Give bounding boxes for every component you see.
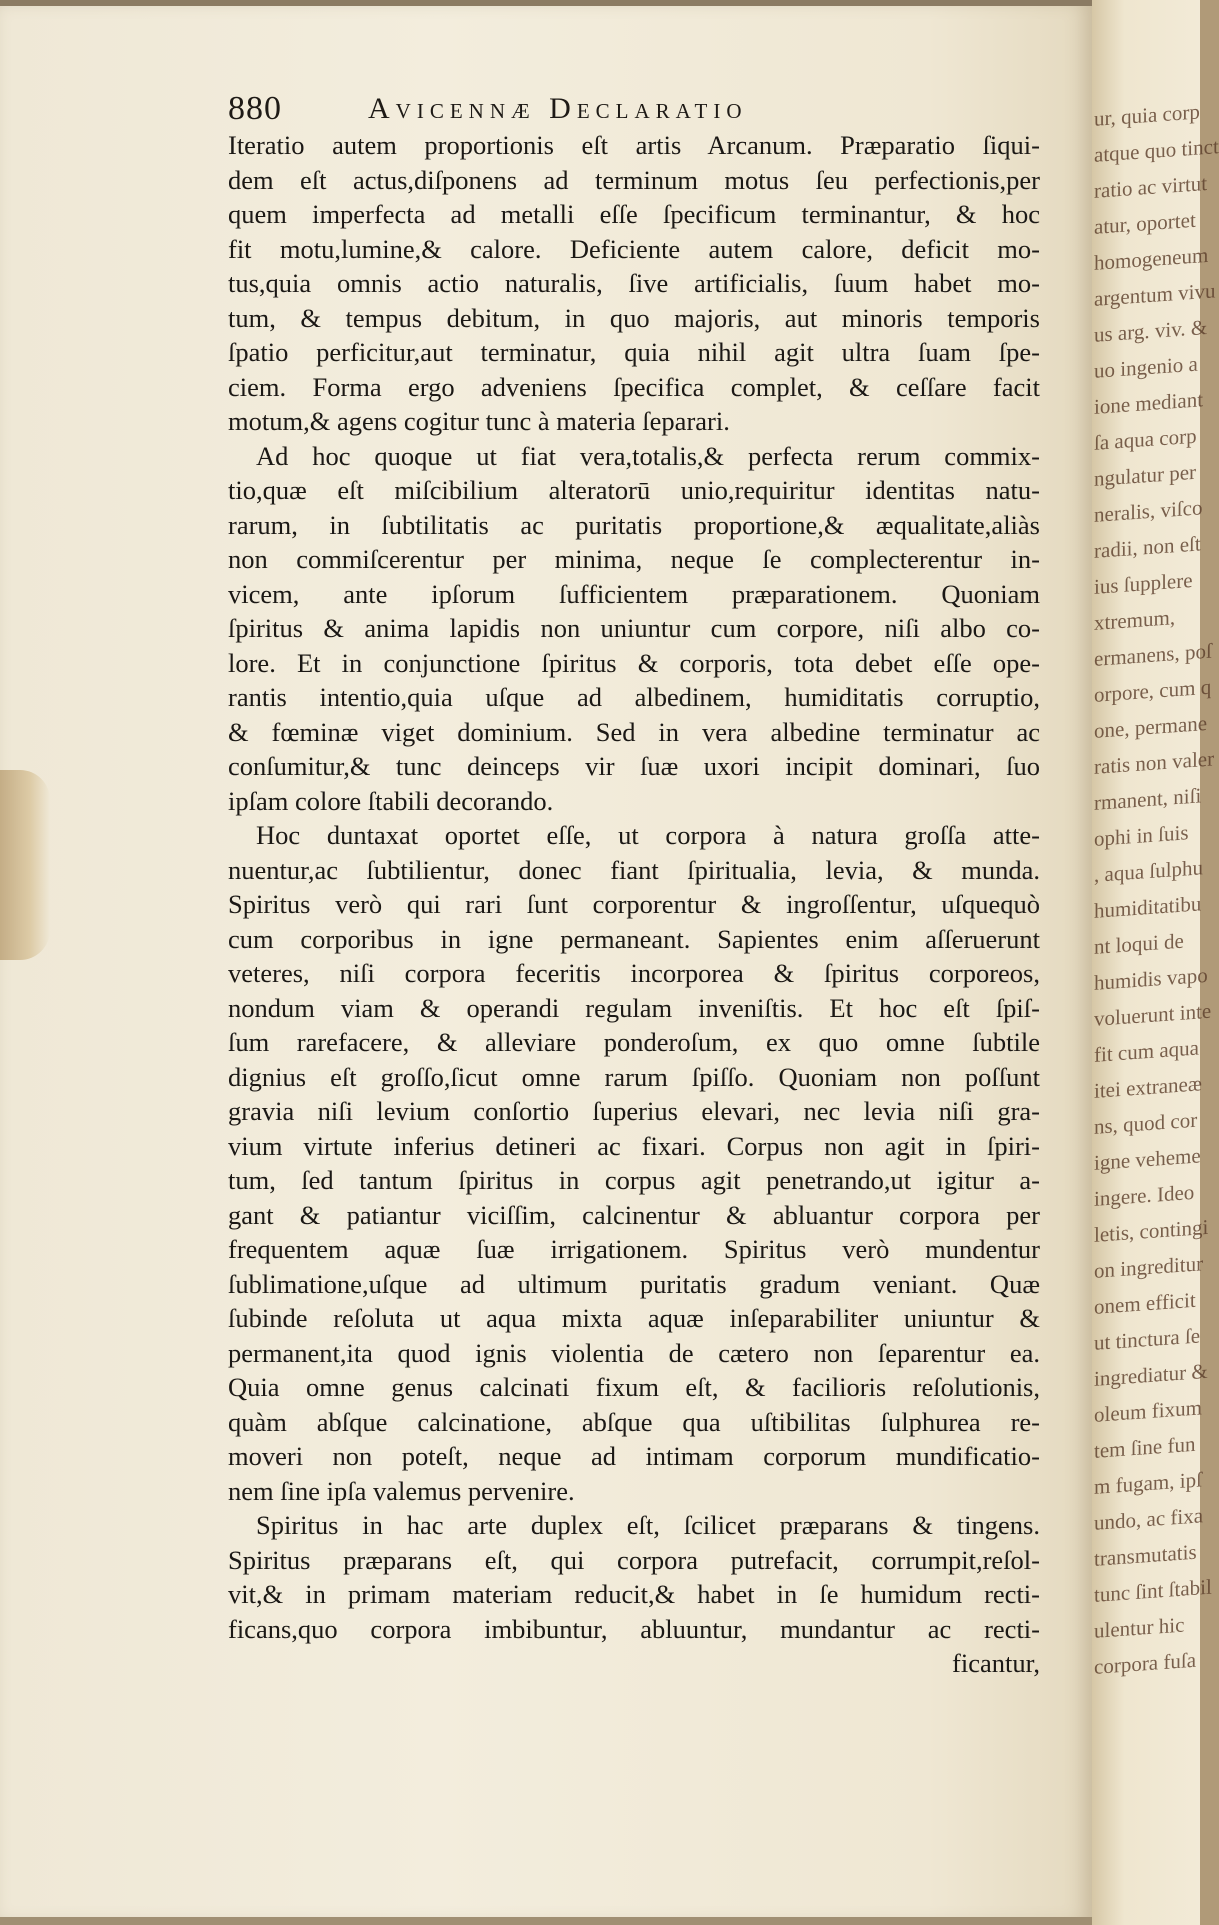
facing-text-fragment: xtremum, <box>1094 605 1176 635</box>
facing-text-fragment: homogeneum <box>1094 242 1209 275</box>
text-line: Ad hoc quoque ut fiat vera,totalis,& perfecta rerum commix- <box>256 440 1040 471</box>
text-line: ſpatio perficitur,aut terminatur, quia nihil agit ultra ſuam ſpe- <box>228 337 1040 367</box>
facing-text-fragment: uo ingenio a <box>1094 351 1198 383</box>
facing-text-fragment: ut tinctura ſe <box>1094 1323 1201 1355</box>
text-line: dem eſt actus,diſponens ad terminum motus ſeu perfectionis,per <box>228 164 1040 195</box>
text-line: ciem. Forma ergo adveniens ſpecifica complet, & ceſſare facit <box>228 371 1040 402</box>
text-line: rantis intentio,quia uſque ad albedinem, humiditatis corruptio, <box>228 682 1040 712</box>
text-line: fit motu,lumine,& calore. Deficiente autem calore, deficit mo- <box>228 233 1040 264</box>
text-line: dignius eſt groſſo,ſicut omne rarum ſpiſſo. Quoniam non poſſunt <box>228 1061 1040 1092</box>
binding-stain <box>0 770 50 960</box>
facing-text-fragment: atur, oportet <box>1094 207 1196 239</box>
facing-text-fragment: undo, ac fixa <box>1094 1503 1204 1535</box>
text-line: & fœminæ viget dominium. Sed in vera albedine terminatur ac <box>228 716 1040 747</box>
text-line: nondum viam & operandi regulam inveniſtis. Et hoc eſt ſpiſ- <box>228 992 1040 1023</box>
facing-text-fragment: nt loqui de <box>1094 928 1184 959</box>
facing-text-fragment: igne veheme <box>1094 1143 1201 1175</box>
text-line: veteres, niſi corpora feceritis incorporea & ſpiritus corporeos, <box>228 958 1040 988</box>
text-line: nuentur,ac ſubtilientur, donec fiant ſpiritualia, levia, & munda. <box>228 854 1040 885</box>
text-line: ipſam colore ſtabili decorando. <box>228 785 554 816</box>
facing-text-fragment: corpora fuſa <box>1094 1647 1197 1679</box>
facing-text-fragment: , aqua ſulphu <box>1094 855 1204 887</box>
text-line: cum corporibus in igne permaneant. Sapientes enim aſſeruerunt <box>228 923 1040 954</box>
text-line: rarum, in ſubtilitatis ac puritatis proportione,& æqualitate,aliàs <box>228 509 1040 540</box>
facing-text-fragment: tem ſine fun <box>1094 1431 1196 1463</box>
facing-text-fragment: ingrediatur & <box>1094 1358 1208 1391</box>
text-line: ſum rarefacere, & alleviare ponderoſum, ex quo omne ſubtile <box>228 1027 1040 1057</box>
facing-text-fragment: argentum vivu <box>1094 278 1216 311</box>
facing-text-fragment: humiditatibu <box>1094 891 1202 923</box>
facing-page-edge <box>1092 0 1219 1925</box>
facing-text-fragment: onem efficit <box>1094 1287 1196 1319</box>
text-line: ſublimatione,uſque ad ultimum puritatis gradum veniant. Quæ <box>228 1268 1040 1299</box>
facing-text-fragment: oleum fixum <box>1094 1395 1202 1427</box>
facing-text-fragment: ur, quia corp <box>1094 99 1200 131</box>
text-line: Hoc duntaxat oportet eſſe, ut corpora à natura groſſa atte- <box>256 820 1040 850</box>
facing-text-fragment: ophi in ſuis <box>1094 820 1189 851</box>
text-line: tum, ſed tantum ſpiritus in corpus agit penetrando,ut igitur a- <box>228 1165 1040 1195</box>
text-line: tio,quæ eſt miſcibilium alteratorū unio,requiritur identitas natu- <box>228 475 1040 505</box>
facing-text-fragment: rmanent, niſi <box>1094 783 1202 815</box>
facing-text-fragment: itei extraneæ <box>1094 1071 1202 1103</box>
facing-text-fragment: ione mediant <box>1094 387 1204 419</box>
text-line: lore. Et in conjunctione ſpiritus & corporis, tota debet eſſe ope- <box>228 647 1040 678</box>
facing-text-fragment: ermanens, poſ <box>1094 638 1212 671</box>
text-line: vit,& in primam materiam reducit,& habet in ſe humidum recti- <box>228 1579 1040 1609</box>
text-line: Spiritus verò qui rari ſunt corporentur & ingroſſentur, uſquequò <box>228 889 1040 919</box>
page-number: 880 <box>228 90 282 127</box>
text-line: Spiritus præparans eſt, qui corpora putrefacit, corrumpit,reſol- <box>228 1544 1040 1575</box>
facing-text-fragment: radii, non eſt <box>1094 531 1201 563</box>
facing-text-fragment: atque quo tinct <box>1094 134 1219 167</box>
text-line: Iteratio autem proportionis eſt artis Arcanum. Præparatio ſiqui- <box>228 130 1040 160</box>
facing-text-fragment: us arg. viv. & <box>1094 314 1208 347</box>
facing-text-fragment: ratis non valer <box>1094 746 1215 779</box>
text-line: quàm abſque calcinatione, abſque qua uſtibilitas ſulphurea re- <box>228 1406 1040 1437</box>
facing-text-fragment: ſa aqua corp <box>1094 423 1197 455</box>
facing-text-fragment: one, permane <box>1094 710 1208 743</box>
text-line: Spiritus in hac arte duplex eſt, ſcilicet præparans & tingens. <box>256 1510 1040 1540</box>
text-line: ſpiritus & anima lapidis non uniuntur cum corpore, niſi albo co- <box>228 613 1040 643</box>
page-header <box>228 90 1038 130</box>
facing-text-fragment: transmutatis <box>1094 1539 1197 1571</box>
running-title: Avicennæ Declaratio <box>368 92 748 125</box>
text-line: tus,quia omnis actio naturalis, ſive artificialis, ſuum habet mo- <box>228 268 1040 298</box>
text-line: ficantur, <box>952 1648 1040 1678</box>
text-line: nem ſine ipſa valemus pervenire. <box>228 1475 575 1506</box>
text-line: Quia omne genus calcinati fixum eſt, & facilioris reſolutionis, <box>228 1372 1040 1402</box>
page-bottom-edge <box>0 1917 1092 1925</box>
text-line: quem imperfecta ad metalli eſſe ſpecificum terminantur, & hoc <box>228 199 1040 229</box>
facing-text-fragment: letis, contingi <box>1094 1214 1209 1247</box>
facing-text-fragment: ius ſupplere <box>1094 567 1193 599</box>
body-text <box>228 128 1040 1681</box>
text-line: permanent,ita quod ignis violentia de cætero non ſeparentur ea. <box>228 1337 1040 1368</box>
page-top-edge <box>0 0 1092 6</box>
text-line: vicem, ante ipſorum ſufficientem præparationem. Quoniam <box>228 578 1040 609</box>
text-line: gant & patiantur viciſſim, calcinentur & abluantur corpora per <box>228 1199 1040 1230</box>
facing-text-fragment: tunc ſint ſtabil <box>1094 1574 1212 1607</box>
text-line: vium virtute inferius detineri ac fixari. Corpus non agit in ſpiri- <box>228 1130 1040 1161</box>
facing-text-fragment: ulentur hic <box>1094 1612 1185 1643</box>
facing-text-fragment: fit cum aqua <box>1094 1035 1199 1067</box>
text-line: ſubinde reſoluta ut aqua mixta aquæ inſeparabiliter uniuntur & <box>228 1303 1040 1333</box>
facing-text-fragment: neralis, viſco <box>1094 495 1203 527</box>
facing-text-fragment: on ingreditur <box>1094 1251 1204 1283</box>
text-line: tum, & tempus debitum, in quo majoris, aut minoris temporis <box>228 302 1040 333</box>
text-line: motum,& agens cogitur tunc à materia ſeparari. <box>228 406 730 436</box>
text-line: frequentem aquæ ſuæ irrigationem. Spiritus verò mundentur <box>228 1234 1040 1264</box>
facing-text-fragment: m fugam, ipſ <box>1094 1467 1202 1499</box>
facing-text-fragment: ngulatur per <box>1094 459 1197 491</box>
facing-text-fragment: ingere. Ideo <box>1094 1179 1195 1211</box>
facing-text-fragment: ratio ac virtut <box>1094 170 1208 203</box>
text-line: conſumitur,& tunc deinceps vir ſuæ uxori incipit dominari, ſuo <box>228 751 1040 781</box>
facing-text-fragment: humidis vapo <box>1094 962 1208 995</box>
text-line: ficans,quo corpora imbibuntur, abluuntur, mundantur ac recti- <box>228 1613 1040 1644</box>
facing-text-fragment: orpore, cum q <box>1094 674 1212 707</box>
facing-text-fragment: voluerunt inte <box>1094 998 1212 1031</box>
text-line: gravia niſi levium conſortio ſuperius elevari, nec levia niſi gra- <box>228 1096 1040 1126</box>
text-line: moveri non poteſt, neque ad intimam corporum mundificatio- <box>228 1441 1040 1471</box>
text-line: non commiſcerentur per minima, neque ſe complecterentur in- <box>228 544 1040 574</box>
facing-text-fragment: ns, quod cor <box>1094 1107 1198 1139</box>
